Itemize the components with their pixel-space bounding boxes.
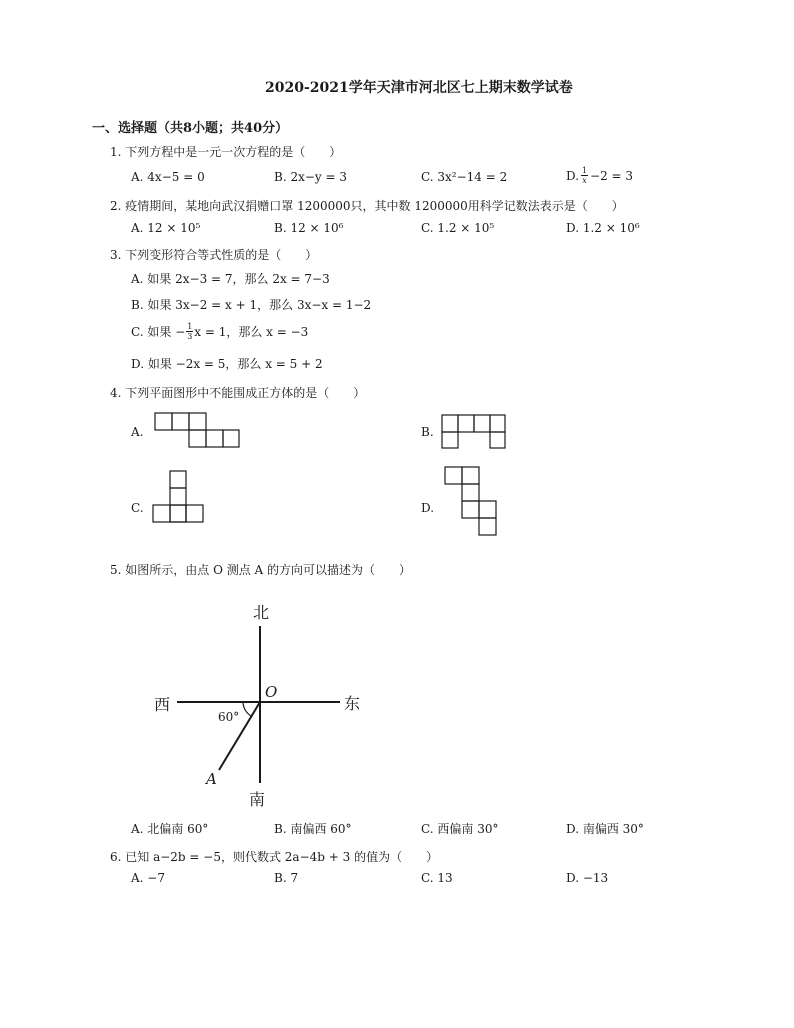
- question-5-option-c: C. 西偏南 30°: [421, 822, 499, 836]
- question-5-option-d: D. 南偏西 30°: [566, 822, 644, 836]
- label-north: 北: [253, 603, 270, 622]
- label-east: 东: [344, 694, 361, 713]
- question-1-option-d: [566, 166, 633, 185]
- label-south: 南: [249, 790, 266, 809]
- label-west: 西: [154, 695, 171, 714]
- cube-net-b: [441, 414, 507, 450]
- fraction-denominator: 3: [187, 332, 193, 341]
- question-3-option-c: [131, 322, 308, 341]
- question-4-option-c: C.: [131, 501, 144, 515]
- question-3-stem: 3. 下列变形符合等式性质的是（ ）: [110, 248, 318, 262]
- cube-net-a: [154, 412, 240, 448]
- question-5-option-b: B. 南偏西 60°: [274, 822, 352, 836]
- question-1-stem: 1. 下列方程中是一元一次方程的是（ ）: [110, 145, 342, 159]
- option-d-suffix: −2 = 3: [590, 168, 634, 183]
- question-3-option-b: B. 如果 3x−2 = x + 1，那么 3x−x = 1−2: [131, 298, 372, 312]
- question-1-option-a: A. 4x−5 = 0: [131, 170, 205, 184]
- question-6-option-d: D. −13: [566, 871, 609, 885]
- question-6-option-b: B. 7: [274, 871, 299, 885]
- fraction-denominator: x: [582, 176, 587, 185]
- cube-net-c-bottom: [170, 505, 188, 523]
- question-4-option-a: A.: [131, 425, 144, 439]
- question-4-stem: 4. 下列平面图形中不能围成正方体的是（ ）: [110, 386, 366, 400]
- question-3-option-d: D. 如果 −2x = 5，那么 x = 5 + 2: [131, 357, 323, 371]
- fraction-numerator: 1: [187, 322, 193, 331]
- question-1-option-c: C. 3x²−14 = 2: [421, 170, 508, 184]
- question-2-option-c: C. 1.2 × 10⁵: [421, 221, 495, 235]
- section-heading: 一、选择题（共8小题；共40分）: [92, 121, 289, 136]
- label-angle: 60°: [218, 710, 240, 724]
- question-1-option-b: B. 2x−y = 3: [274, 170, 348, 184]
- direction-diagram: [140, 598, 380, 813]
- question-6-stem: 6. 已知 a−2b = −5，则代数式 2a−4b + 3 的值为（ ）: [110, 850, 439, 864]
- question-4-option-d: D.: [421, 501, 435, 515]
- angle-arc: [243, 702, 251, 716]
- page-title: 2020-2021学年天津市河北区七上期末数学试卷: [265, 80, 573, 96]
- label-point-a: A: [206, 770, 217, 788]
- option-c-prefix: C. 如果 −: [131, 325, 186, 339]
- fraction: [186, 322, 193, 341]
- option-c-suffix: x = 1，那么 x = −3: [194, 325, 309, 339]
- option-d-prefix: D.: [566, 168, 580, 183]
- fraction: [581, 166, 588, 185]
- question-2-option-d: D. 1.2 × 10⁶: [566, 221, 640, 235]
- cube-net-d: [444, 466, 500, 538]
- question-5-option-a: A. 北偏南 60°: [131, 822, 209, 836]
- question-6-option-c: C. 13: [421, 871, 453, 885]
- question-3-option-a: A. 如果 2x−3 = 7，那么 2x = 7−3: [131, 272, 330, 286]
- question-5-stem: 5. 如图所示，由点 O 测点 A 的方向可以描述为（ ）: [110, 563, 412, 577]
- question-6-option-a: A. −7: [131, 871, 165, 885]
- question-2-stem: 2. 疫情期间，某地向武汉捐赠口罩 1200000只，其中数 1200000用科学记数法表示是（ ）: [110, 199, 624, 213]
- question-2-option-b: B. 12 × 10⁶: [274, 221, 344, 235]
- fraction-numerator: 1: [581, 166, 588, 175]
- question-2-option-a: A. 12 × 10⁵: [131, 221, 201, 235]
- question-4-option-b: B.: [421, 425, 434, 439]
- label-origin: O: [265, 683, 278, 701]
